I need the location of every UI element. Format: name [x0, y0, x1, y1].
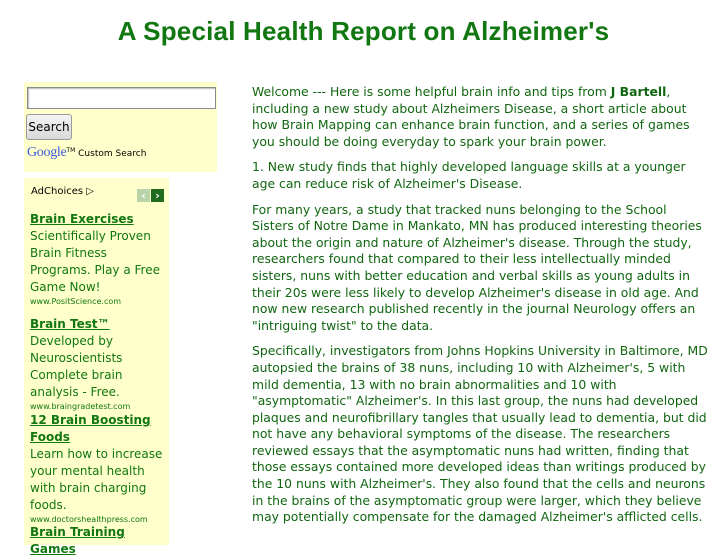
article-paragraph: Specifically, investigators from Johns Hopkins University in Baltimore, MD autopsied the brains of 38 nuns, including 10 with Alzheimer's, 5 with mild dementia, 13 with no brain abnormalities and 10 with "asymptomatic" Alzheimer's. In this last group, the nuns had developed plaques and neurofibrillary tangles that usually lead to dementia, but did not have any behavioral symptoms of the disease. The researchers reviewed essays that the asymptomatic nuns had written, finding that those essays contained more developed ideas than writings produced by the 10 nuns with Alzheimer's. They also found that the cells and neurons in the brains of the asymptomatic group were larger, which they believe may potentially compensate for the damaged Alzheimer's afflicted cells.: [252, 343, 708, 525]
next-arrow-icon[interactable]: ›: [151, 189, 164, 202]
ad-item: [30, 316, 168, 413]
ad-item: [30, 211, 168, 308]
ad-item: [30, 412, 168, 526]
ad-nav: [137, 184, 165, 203]
ad-title-link[interactable]: Brain Training Games: [30, 525, 125, 556]
search-panel: [24, 82, 217, 172]
ad-url[interactable]: www.PositScience.com: [30, 297, 122, 306]
ad-title-link[interactable]: 12 Brain Boosting Foods: [30, 413, 151, 444]
custom-search-caption: Custom Search: [78, 149, 147, 159]
search-input[interactable]: [27, 87, 216, 109]
ad-item: [30, 524, 168, 558]
ad-text: Learn how to increase your mental health with brain charging foods.: [30, 447, 163, 512]
study-heading: 1. New study finds that highly developed language skills at a younger age can reduce risk of Alzheimer's Disease.: [252, 159, 686, 191]
google-custom-search-brand: [27, 145, 146, 161]
trademark-mark: TM: [66, 147, 76, 154]
ad-url[interactable]: www.braingradetest.com: [30, 402, 131, 411]
ad-text: Scientifically Proven Brain Fitness Programs. Play a Free Game Now!: [30, 229, 160, 294]
ad-title-link[interactable]: Brain Exercises: [30, 212, 134, 226]
adchoices-link[interactable]: AdChoices ▷: [31, 186, 94, 197]
ad-sidebar: [24, 178, 169, 556]
prev-arrow-icon[interactable]: ‹: [137, 189, 150, 202]
ad-url[interactable]: www.doctorshealthpress.com: [30, 515, 148, 524]
article-paragraph: For many years, a study that tracked nuns belonging to the School Sisters of Notre Dame in Mankato, MN has produced interesting theories about the origin and nature of Alzheimer's disease. Through the study, researchers found that compared to their less intellectually minded sisters, nuns with better education and verbal skills as young adults in their 20s were less likely to develop Alzheimer's disease in old age. And now new research published recently in the journal Neurology offers an "intriguing twist" to the data.: [252, 201, 702, 333]
article-content: [252, 84, 710, 535]
author-name: J Bartell: [610, 84, 667, 99]
ad-text: Developed by Neuroscientists Complete brain analysis - Free.: [30, 334, 123, 399]
search-button[interactable]: Search: [26, 114, 72, 140]
intro-paragraph: Welcome --- Here is some helpful brain info and tips from J Bartell, including a new study about Alzheimers Disease, a short article about how Brain Mapping can enhance brain function, and a series of games you should be doing everyday to spark your brain power.: [252, 84, 690, 149]
ad-title-link[interactable]: Brain Test™: [30, 317, 110, 331]
page-title: A Special Health Report on Alzheimer's: [117, 16, 610, 46]
google-logo: Google: [27, 145, 67, 160]
